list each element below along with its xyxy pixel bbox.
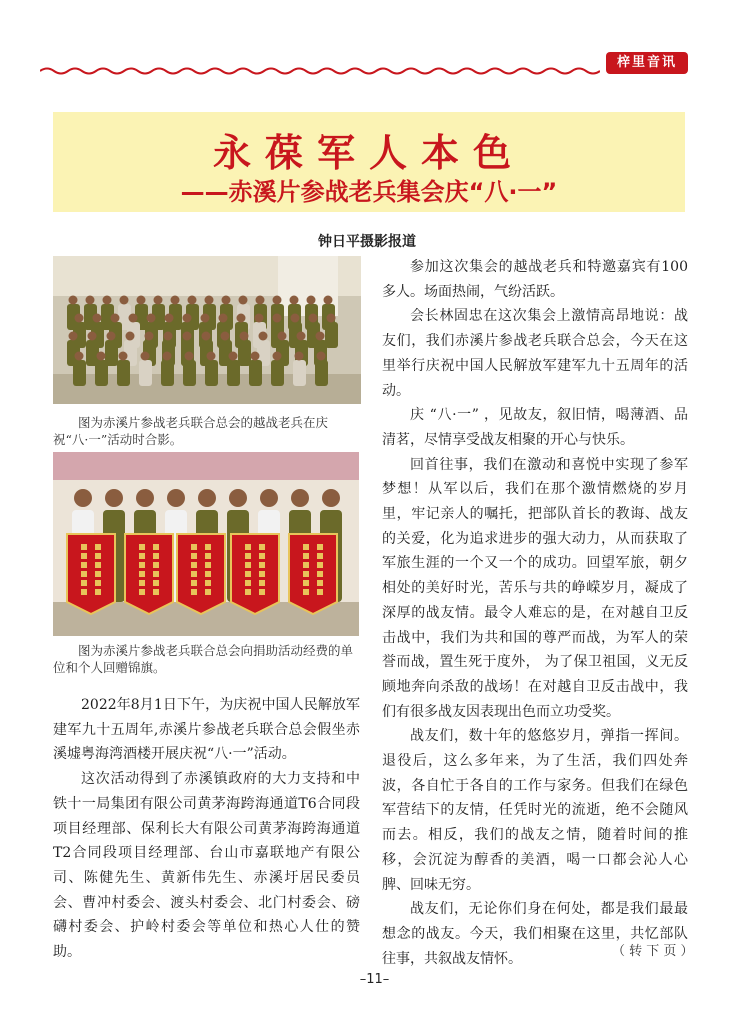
section-tag: 梓里音讯 xyxy=(606,52,688,74)
paragraph: 2022年8月1日下午，为庆祝中国人民解放军建军九十五周年,赤溪片参战老兵联合总会假坐赤溪墟粤海湾酒楼开展庆祝“八·一”活动。 xyxy=(53,697,360,763)
article-title: 永葆军人本色 xyxy=(212,130,525,175)
pennant-banner xyxy=(231,534,279,614)
pennant-banner xyxy=(177,534,225,614)
header-decorative-wave xyxy=(40,66,600,76)
page-number: –11– xyxy=(359,972,390,987)
paragraph: 这次活动得到了赤溪镇政府的大力支持和中铁十一局集团有限公司黄茅海跨海通道T6合同段项目经理部、保利长大有限公司黄茅海跨海通道T2合同段项目经理部、台山市嘉联地产有限公司、陈健先生、黄新伟先生、赤溪圩居民委员会、曹冲村委会、渡头村委会、北门村委会、磅礴村委会、护岭村委会等单位和热心人仕的赞助。 xyxy=(53,771,360,961)
group-photo xyxy=(53,256,361,404)
body-column-left xyxy=(53,693,360,965)
paragraph: 参加这次集会的越战老兵和特邀嘉宾有100多人。场面热闹，气纷活跃。 xyxy=(382,259,688,300)
body-column-right xyxy=(382,255,688,971)
paragraph: 战友们，无论你们身在何处，都是我们最最想念的战友。今天，我们相聚在这里，共忆部队往事，共叙战友情怀。 xyxy=(382,901,688,967)
pennant-banner xyxy=(289,534,337,614)
title-box xyxy=(53,112,685,212)
paragraph: 回首往事，我们在激动和喜悦中实现了参军梦想！从军以后，我们在那个激情燃烧的岁月里，牢记亲人的嘱托，把部队首长的教诲、战友的关爱，化为追求进步的强大动力，从而获取了军旅生涯的一个又一个的成功。回望军旅，朝夕相处的美好时光，苦乐与共的峥嵘岁月，凝成了深厚的战友情。最令人难忘的是，在对越自卫反击战中，我们为共和国的尊严而战，为军人的荣誉而战，置生死于度外， 为了保卫祖国，义无反顾地奔向杀敌的战场！在对越自卫反击战中，我们有很多战友因表现出色而立功受奖。 xyxy=(382,456,688,720)
byline: 钟日平摄影报道 xyxy=(318,234,416,250)
photo2-caption: 图为赤溪片参战老兵联合总会向捐助活动经费的单位和个人回赠锦旗。 xyxy=(53,643,354,675)
pennant-banner xyxy=(67,534,115,614)
continued-note: （ 转 下 页 ） xyxy=(612,944,694,959)
pennant-banner xyxy=(125,534,173,614)
paragraph: 战友们，数十年的悠悠岁月，弹指一挥间。退役后，这么多年来，为了生活，我们四处奔波，各自忙于各自的工作与家务。但我们在绿色军营结下的友情，任凭时光的流逝，绝不会随风而去。相反，我们的战友之情，随着时间的推移，会沉淀为醇香的美酒，喝一口都会沁人心脾、回味无穷。 xyxy=(382,728,688,893)
paragraph: 庆 “八·一” ，见故友，叙旧情，喝薄酒、品清茗，尽情享受战友相聚的开心与快乐。 xyxy=(382,407,688,448)
article-subtitle: ——赤溪片参战老兵集会庆“八·一” xyxy=(180,178,558,206)
photo1-caption: 图为赤溪片参战老兵联合总会的越战老兵在庆祝“八·一”活动时合影。 xyxy=(53,415,329,447)
banner-photo xyxy=(53,452,359,636)
paragraph: 会长林固忠在这次集会上激情高昂地说：战友们，我们赤溪片参战老兵联合总会，今天在这里举行庆祝中国人民解放军建军九十五周年的活动。 xyxy=(382,308,688,399)
